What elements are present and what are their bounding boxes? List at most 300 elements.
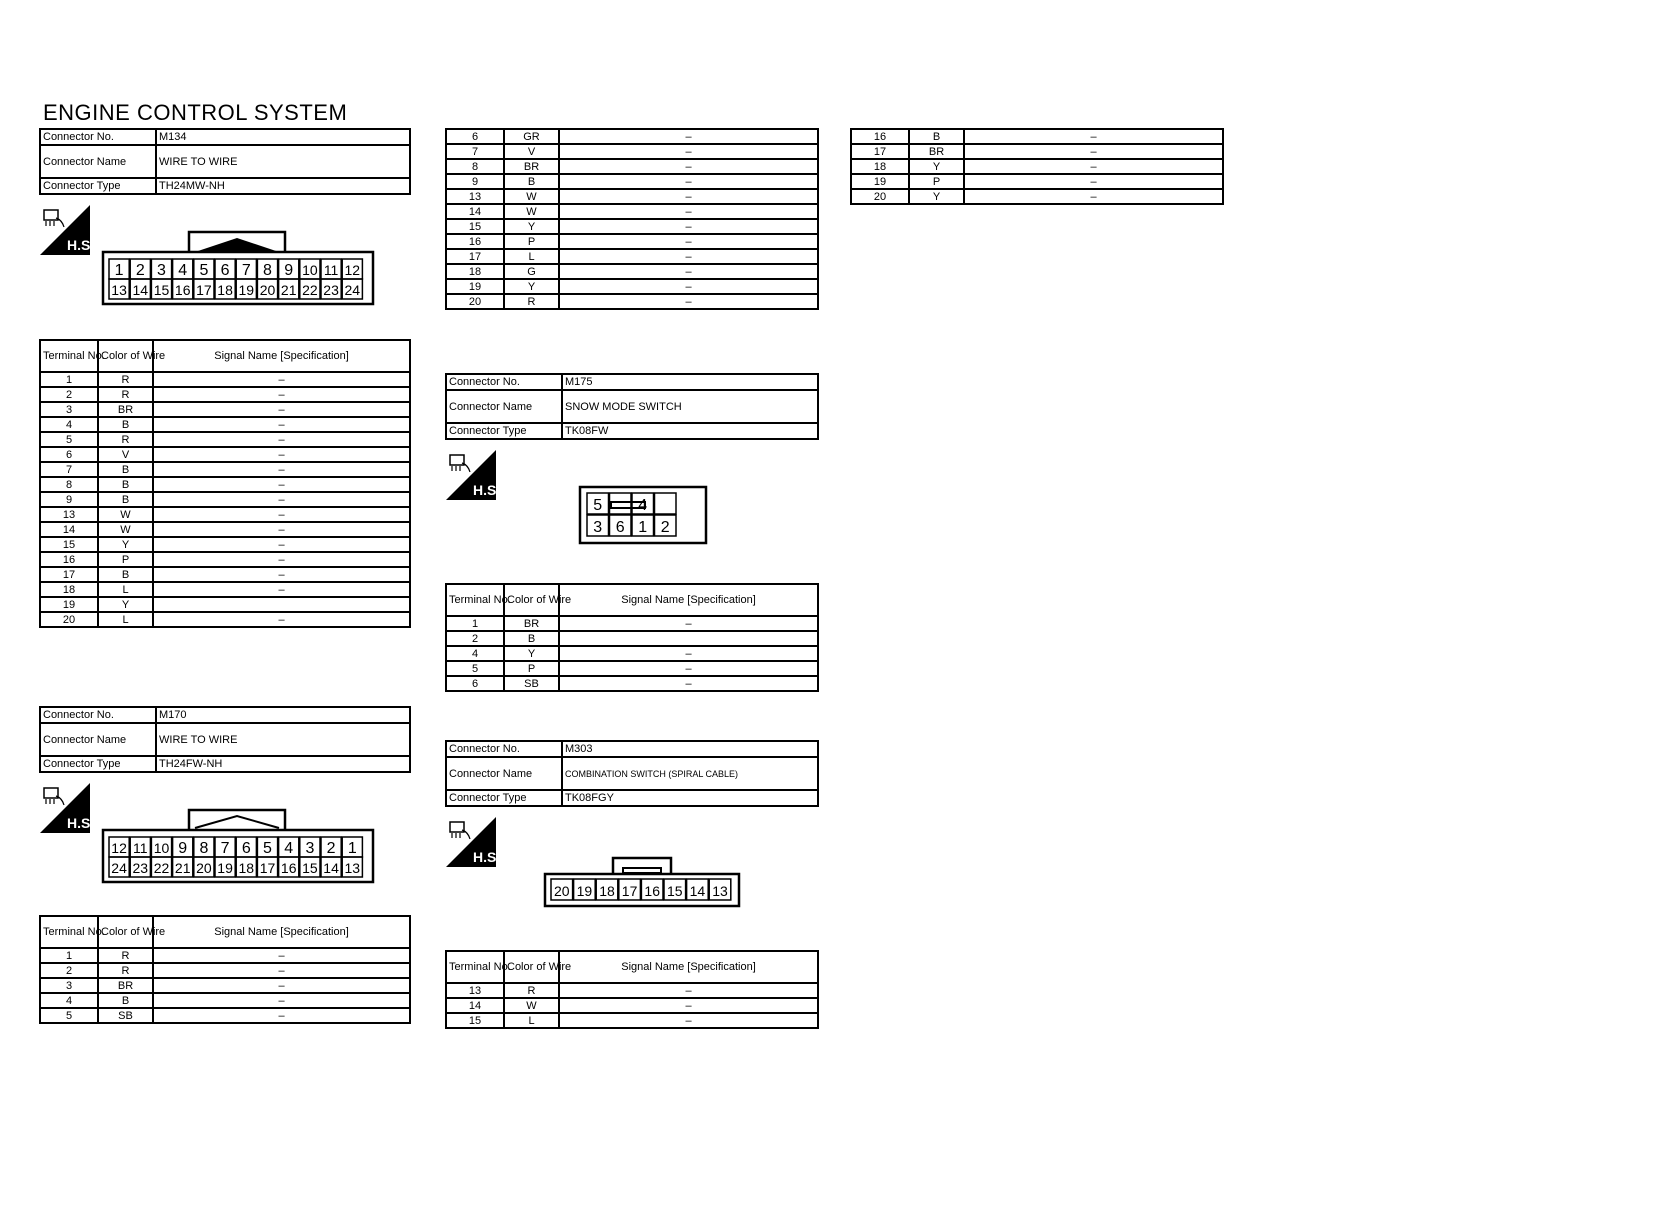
wire-color: W (98, 522, 153, 537)
wire-color: B (98, 417, 153, 432)
terminal-number: 8 (40, 477, 98, 492)
terminal-number: 18 (851, 159, 909, 174)
signal-name: – (153, 1008, 410, 1023)
table-row (851, 129, 1223, 144)
pin-number: 1 (638, 519, 648, 536)
terminal-number: 16 (446, 234, 504, 249)
wire-color: SB (504, 676, 559, 691)
connector-name-label: Connector Name (40, 145, 156, 178)
pin-number: 2 (660, 519, 670, 536)
table-row (851, 144, 1223, 159)
wire-color: SB (98, 1008, 153, 1023)
terminal-number: 14 (446, 998, 504, 1013)
signal-name: – (559, 174, 818, 189)
terminal-number: 20 (851, 189, 909, 204)
terminal-number: 20 (40, 612, 98, 627)
terminal-number: 2 (40, 963, 98, 978)
pin-number: 9 (284, 262, 294, 279)
pin-number: 12 (111, 840, 127, 856)
table-row (446, 279, 818, 294)
connector-face-m134 (101, 228, 375, 313)
pin-number: 8 (199, 840, 209, 857)
connector-face-m303 (543, 856, 743, 913)
signal-name-header: Signal Name [Specification] (559, 951, 818, 983)
wire-color: R (98, 387, 153, 402)
pin-number: 16 (280, 860, 297, 876)
terminal-number: 1 (40, 372, 98, 387)
signal-name: – (153, 537, 410, 552)
terminal-number: 19 (851, 174, 909, 189)
signal-name: – (559, 234, 818, 249)
table-row (40, 582, 410, 597)
pin-number: 21 (280, 282, 297, 298)
connector-face-m175 (578, 485, 708, 550)
terminal-number: 14 (40, 522, 98, 537)
signal-name: – (153, 612, 410, 627)
terminal-number: 6 (446, 676, 504, 691)
table-row (446, 249, 818, 264)
pin-number: 23 (132, 860, 149, 876)
pin-number: 13 (111, 282, 127, 298)
wire-color: B (98, 492, 153, 507)
pin-number: 6 (241, 840, 251, 857)
signal-name: – (559, 998, 818, 1013)
signal-name: – (153, 963, 410, 978)
terminal-no-header: Terminal No. (446, 951, 504, 983)
harness-side-icon (40, 205, 95, 255)
table-row (40, 993, 410, 1008)
terminal-number: 7 (446, 144, 504, 159)
pin-number: 20 (259, 282, 276, 298)
connector-no-value: M175 (562, 374, 818, 390)
terminal-number: 18 (446, 264, 504, 279)
wire-color: B (98, 477, 153, 492)
table-row (40, 417, 410, 432)
table-row (446, 998, 818, 1013)
signal-name: – (153, 402, 410, 417)
connector-type-label: Connector Type (40, 756, 156, 772)
pin-number: 21 (174, 860, 191, 876)
signal-name: – (559, 219, 818, 234)
wire-color: L (98, 612, 153, 627)
terminal-number: 2 (446, 631, 504, 646)
signal-name (153, 597, 410, 612)
pin-number: 10 (153, 840, 170, 856)
pin-number: 3 (157, 262, 166, 279)
signal-name: – (559, 249, 818, 264)
pin-number: 1 (114, 262, 124, 279)
table-row (40, 552, 410, 567)
terminal-number: 4 (40, 417, 98, 432)
signal-name: – (559, 983, 818, 998)
terminal-number: 18 (40, 582, 98, 597)
wire-color: R (98, 432, 153, 447)
wire-color: Y (98, 597, 153, 612)
terminal-no-header: Terminal No. (40, 916, 98, 948)
signal-name: – (153, 522, 410, 537)
signal-name: – (153, 507, 410, 522)
terminal-number: 15 (40, 537, 98, 552)
terminal-number: 15 (446, 1013, 504, 1028)
table-row (446, 646, 818, 661)
signal-name: – (153, 372, 410, 387)
terminal-number: 3 (40, 978, 98, 993)
wire-color: Y (504, 279, 559, 294)
pin-number: 12 (344, 262, 361, 278)
signal-name-header: Signal Name [Specification] (153, 916, 410, 948)
pin-number: 7 (241, 262, 251, 279)
pin-number: 20 (554, 883, 570, 899)
wire-color: BR (504, 159, 559, 174)
signal-name: – (153, 567, 410, 582)
terminal-number: 19 (40, 597, 98, 612)
table-row (40, 978, 410, 993)
wire-color: Y (909, 189, 964, 204)
signal-name: – (153, 447, 410, 462)
wire-color: B (98, 462, 153, 477)
table-row (446, 983, 818, 998)
connector-info-m175 (445, 373, 819, 440)
table-row (446, 616, 818, 631)
connector-name-label: Connector Name (446, 390, 562, 423)
signal-name: – (559, 159, 818, 174)
table-row (446, 661, 818, 676)
terminal-table-m170 (39, 915, 411, 1024)
hs-badge-text: H.S. (67, 815, 95, 831)
pin-number: 24 (111, 860, 127, 876)
wire-color: BR (98, 978, 153, 993)
wire-color: B (909, 129, 964, 144)
table-row (40, 402, 410, 417)
signal-name-header: Signal Name [Specification] (559, 584, 818, 616)
pin-number: 9 (178, 840, 188, 857)
terminal-number: 5 (446, 661, 504, 676)
wire-color: W (504, 204, 559, 219)
wire-color: R (504, 983, 559, 998)
pin-number: 13 (712, 883, 728, 899)
pin-number: 18 (599, 883, 615, 899)
table-row (40, 567, 410, 582)
pin-number: 18 (217, 282, 233, 298)
color-of-wire-header: Color of Wire (98, 916, 153, 948)
wire-color: P (504, 661, 559, 676)
wire-color: V (504, 144, 559, 159)
table-row (40, 963, 410, 978)
signal-name: – (153, 492, 410, 507)
connector-no-label: Connector No. (446, 741, 562, 757)
pin-number: 4 (178, 262, 188, 279)
connector-type-value: TH24MW-NH (156, 178, 410, 194)
connector-type-label: Connector Type (446, 790, 562, 806)
connector-info-m170 (39, 706, 411, 773)
terminal-number: 8 (446, 159, 504, 174)
terminal-number: 14 (446, 204, 504, 219)
wire-color: G (504, 264, 559, 279)
signal-name: – (559, 661, 818, 676)
connector-type-value: TK08FGY (562, 790, 818, 806)
pin-number: 15 (153, 282, 170, 298)
pin-number: 19 (217, 860, 233, 876)
signal-name: – (559, 676, 818, 691)
connector-no-label: Connector No. (40, 129, 156, 145)
connector-name-value: SNOW MODE SWITCH (562, 390, 818, 423)
table-row (40, 948, 410, 963)
wire-color: BR (504, 616, 559, 631)
signal-name: – (559, 129, 818, 144)
table-row (40, 477, 410, 492)
table-row (446, 294, 818, 309)
table-row (40, 372, 410, 387)
harness-side-icon (446, 817, 501, 867)
pin-number: 2 (135, 262, 145, 279)
table-row (446, 129, 818, 144)
pin-number: 17 (621, 883, 638, 899)
wire-color: L (98, 582, 153, 597)
terminal-number: 1 (446, 616, 504, 631)
terminal-number: 20 (446, 294, 504, 309)
pin-number: 17 (196, 282, 212, 298)
connector-type-value: TK08FW (562, 423, 818, 439)
wire-color: B (98, 567, 153, 582)
terminal-number: 5 (40, 432, 98, 447)
table-row (40, 387, 410, 402)
connector-no-label: Connector No. (446, 374, 562, 390)
signal-name: – (964, 129, 1223, 144)
terminal-number: 9 (40, 492, 98, 507)
table-row (446, 234, 818, 249)
pin-number: 2 (326, 840, 336, 857)
pin-number: 16 (644, 883, 660, 899)
connector-info-m134 (39, 128, 411, 195)
color-of-wire-header: Color of Wire (504, 951, 559, 983)
signal-name: – (559, 144, 818, 159)
connector-no-value: M303 (562, 741, 818, 757)
pin-number: 20 (196, 860, 212, 876)
signal-name: – (559, 646, 818, 661)
terminal-number: 1 (40, 948, 98, 963)
wire-color: B (504, 174, 559, 189)
table-row (40, 537, 410, 552)
table-row (40, 1008, 410, 1023)
table-row (40, 447, 410, 462)
pin-number: 22 (153, 860, 170, 876)
pin-number: 14 (323, 860, 339, 876)
connector-type-value: TH24FW-NH (156, 756, 410, 772)
terminal-table-m170-continued (445, 128, 819, 310)
pin-number: 6 (615, 519, 625, 536)
terminal-table-m134 (39, 339, 411, 628)
pin-number: 24 (344, 282, 361, 298)
wire-color: B (504, 631, 559, 646)
table-row (40, 612, 410, 627)
table-row (446, 159, 818, 174)
pin-number: 19 (238, 282, 255, 298)
table-row (446, 264, 818, 279)
signal-name: – (153, 948, 410, 963)
pin-number: 23 (323, 282, 339, 298)
pin-number: 14 (132, 282, 149, 298)
terminal-number: 4 (40, 993, 98, 1008)
signal-name: – (153, 552, 410, 567)
pin-number: 14 (689, 883, 706, 899)
table-row (40, 462, 410, 477)
terminal-number: 17 (446, 249, 504, 264)
pin-number: 4 (638, 497, 648, 514)
signal-name: – (153, 993, 410, 1008)
terminal-number: 16 (851, 129, 909, 144)
wire-color: W (98, 507, 153, 522)
pin-grid (551, 879, 731, 900)
connector-name-value: COMBINATION SWITCH (SPIRAL CABLE) (562, 757, 818, 790)
terminal-number: 4 (446, 646, 504, 661)
page-title: ENGINE CONTROL SYSTEM (43, 100, 348, 125)
table-row (446, 219, 818, 234)
terminal-number: 7 (40, 462, 98, 477)
wire-color: R (98, 372, 153, 387)
pin-number: 6 (220, 262, 230, 279)
connector-no-value: M170 (156, 707, 410, 723)
pin-number: 19 (576, 883, 593, 899)
wire-color: BR (909, 144, 964, 159)
terminal-table-m303 (445, 950, 819, 1029)
signal-name: – (559, 294, 818, 309)
terminal-number: 9 (446, 174, 504, 189)
wire-color: Y (504, 646, 559, 661)
signal-name: – (153, 477, 410, 492)
connector-face-m170 (101, 806, 375, 891)
signal-name: – (964, 159, 1223, 174)
wire-color: W (504, 998, 559, 1013)
wire-color: V (98, 447, 153, 462)
pin-number: 11 (133, 840, 148, 856)
signal-name: – (153, 417, 410, 432)
wire-color: P (504, 234, 559, 249)
wire-color: R (98, 948, 153, 963)
signal-name: – (964, 174, 1223, 189)
wire-color: R (504, 294, 559, 309)
terminal-number: 17 (851, 144, 909, 159)
terminal-table-m303-continued (850, 128, 1224, 205)
table-row (446, 189, 818, 204)
table-row (40, 597, 410, 612)
signal-name-header: Signal Name [Specification] (153, 340, 410, 372)
table-row (40, 492, 410, 507)
signal-name (559, 631, 818, 646)
wire-color: BR (98, 402, 153, 417)
pin-number: 3 (305, 840, 315, 857)
terminal-table-m175 (445, 583, 819, 692)
signal-name: – (559, 189, 818, 204)
pin-number: 5 (263, 840, 272, 857)
pin-number: 8 (263, 262, 272, 279)
table-row (40, 507, 410, 522)
signal-name: – (559, 1013, 818, 1028)
pin-number: 4 (284, 840, 294, 857)
terminal-no-header: Terminal No. (40, 340, 98, 372)
table-row (851, 189, 1223, 204)
wire-color: Y (504, 219, 559, 234)
signal-name: – (153, 387, 410, 402)
connector-name-value: WIRE TO WIRE (156, 723, 410, 756)
harness-side-icon (446, 450, 501, 500)
pin-number: 22 (302, 282, 318, 298)
terminal-number: 13 (446, 983, 504, 998)
connector-type-label: Connector Type (446, 423, 562, 439)
connector-name-label: Connector Name (40, 723, 156, 756)
signal-name: – (153, 462, 410, 477)
wire-color: P (98, 552, 153, 567)
terminal-number: 19 (446, 279, 504, 294)
wire-color: P (909, 174, 964, 189)
signal-name: – (964, 144, 1223, 159)
pin-number: 15 (667, 883, 683, 899)
connector-name-value: WIRE TO WIRE (156, 145, 410, 178)
signal-name: – (559, 279, 818, 294)
hs-badge-text: H.S. (473, 849, 501, 865)
connector-info-m303 (445, 740, 819, 807)
wire-color: W (504, 189, 559, 204)
signal-name: – (559, 264, 818, 279)
table-row (851, 174, 1223, 189)
terminal-number: 6 (40, 447, 98, 462)
connector-type-label: Connector Type (40, 178, 156, 194)
terminal-number: 13 (446, 189, 504, 204)
hs-badge-text: H.S. (67, 237, 95, 253)
pin-number: 1 (347, 840, 357, 857)
terminal-no-header: Terminal No. (446, 584, 504, 616)
connector-name-label: Connector Name (446, 757, 562, 790)
pin-number: 5 (593, 497, 603, 514)
connector-no-label: Connector No. (40, 707, 156, 723)
pin-number: 5 (199, 262, 209, 279)
table-row (446, 676, 818, 691)
hs-badge-text: H.S. (473, 482, 501, 498)
table-row (446, 204, 818, 219)
signal-name: – (153, 432, 410, 447)
pin-number: 17 (259, 860, 276, 876)
table-row (446, 631, 818, 646)
pin-number: 11 (323, 262, 339, 278)
terminal-number: 5 (40, 1008, 98, 1023)
terminal-number: 15 (446, 219, 504, 234)
table-row (446, 144, 818, 159)
harness-side-icon (40, 783, 95, 833)
terminal-number: 13 (40, 507, 98, 522)
table-row (40, 432, 410, 447)
terminal-number: 6 (446, 129, 504, 144)
signal-name: – (964, 189, 1223, 204)
signal-name: – (153, 582, 410, 597)
table-row (446, 174, 818, 189)
terminal-number: 16 (40, 552, 98, 567)
pin-number: 10 (302, 262, 318, 278)
terminal-number: 17 (40, 567, 98, 582)
color-of-wire-header: Color of Wire (504, 584, 559, 616)
signal-name: – (559, 204, 818, 219)
wire-color: L (504, 249, 559, 264)
signal-name: – (559, 616, 818, 631)
wire-color: GR (504, 129, 559, 144)
color-of-wire-header: Color of Wire (98, 340, 153, 372)
signal-name: – (153, 978, 410, 993)
wire-color: Y (98, 537, 153, 552)
pin-number: 15 (302, 860, 318, 876)
pin-number: 18 (238, 860, 255, 876)
table-row (446, 1013, 818, 1028)
table-row (40, 522, 410, 537)
pin-number: 3 (593, 519, 603, 536)
terminal-number: 2 (40, 387, 98, 402)
